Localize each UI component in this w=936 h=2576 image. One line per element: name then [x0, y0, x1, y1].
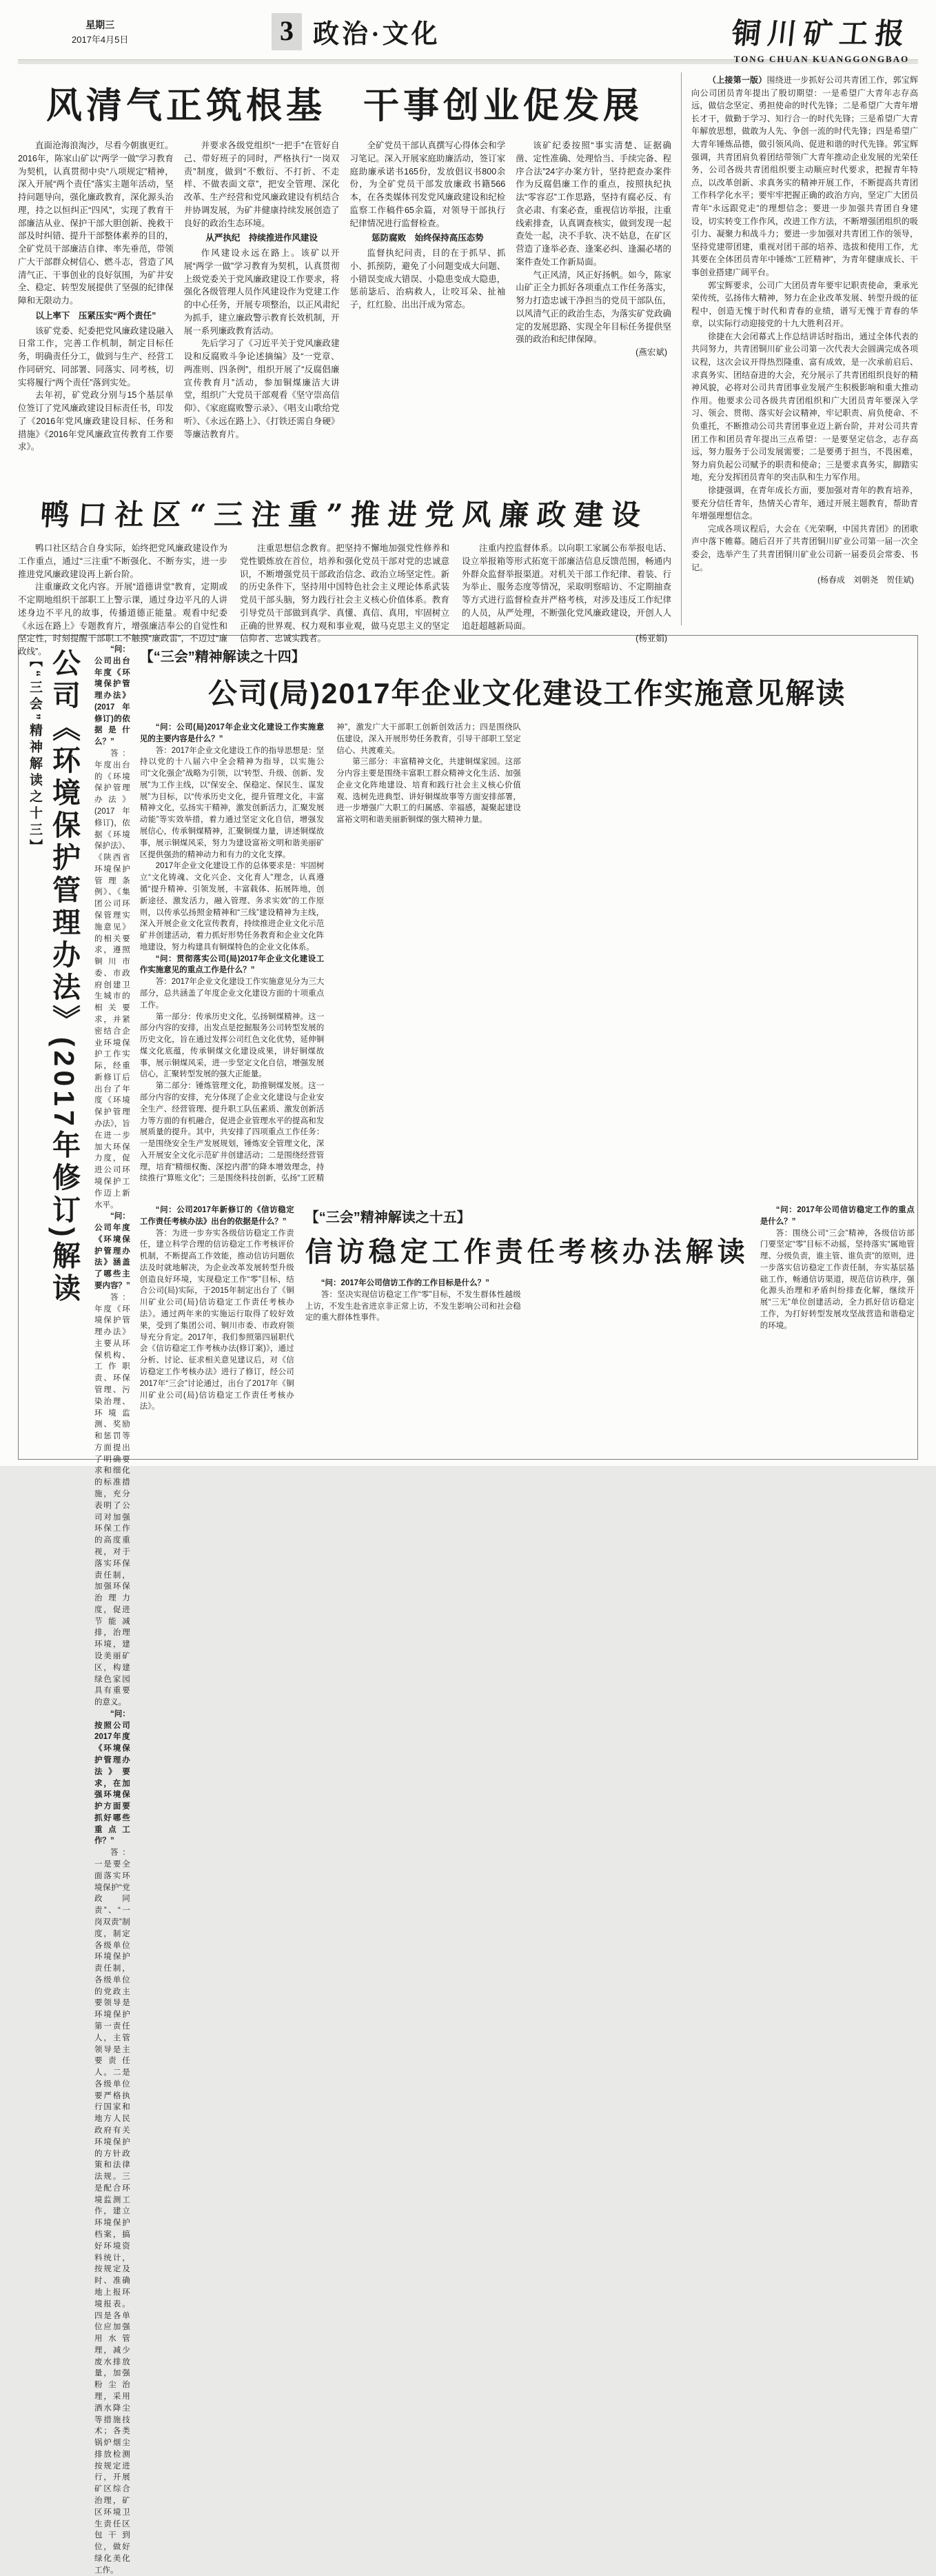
question: 问：2017年公司信访稳定工作的重点是什么？ — [760, 1206, 915, 1226]
masthead: 铜川矿工报 — [730, 17, 913, 50]
jump-text: 围绕进一步抓好公司共青团工作，郭宝辉向公司团员青年提出了殷切期望：一是希望广大青年志存高远，做信念坚定、勇担使命的时代先锋；二是希望广大青年增长才干，做勤于学习、知行合一的时代先锋；三是希望广大青年解放思想，做敢为人先、争创一流的时代先锋；四是希望广大青年锤炼品德，做引领风尚、促进和谐的时代先锋。郭宝辉强调，共青团肩负着团结带领广大青年推动企业发展的光荣任务，公司各级共青团组织要主动顺应时代要求，把握青年特点，以改革创新、求真务实的精神开展工作，不断提高共青团工作科学化水平；要牢牢把握正确的政治方向，坚定广大团员青年“永远跟党走”的理想信念；要进一步加强共青团自身建设，切实转变工作作风，改进工作方法，不断增强团组织的吸引力、凝聚力和战斗力；要进一步加强对共青团工作的领导，坚持党建带团建，重视对团干部的培养、选拔和使用工作，尤其要在全体团员青年中锤炼“工匠精神”，为青年健康成长、干事创业搭建广阔平台。 — [691, 75, 918, 277]
answer: 答：2017年企业文化建设工作的指导思想是：坚持以党的十八届六中全会精神为指导，以实施公司“文化强企”战略为引领，以“转型、升级、创新、发展”为工作主线，以“保安全、保稳定、保民生、谋发展”为目标，以“传承历史文化，提升管理文化，丰富精神文化，弘扬实干精神，激发创新活力，汇聚发展动能”等实效举措，着力通过坚定文化自信，增强发展信心，传承铜煤精神，汇聚铜煤力量，讲述铜煤故事，展示铜煤风采，努力为建设富裕文明和谐美丽矿区提供强劲的精神动力和有力的文化支撑。 — [139, 746, 325, 859]
jump-article — [691, 70, 918, 625]
byline: (杨春成 刘朝尧 贺佳斌) — [817, 575, 914, 585]
interpretation-15-row — [140, 1205, 915, 1451]
answer: 答：为进一步夯实各级信访稳定工作责任，建立科学合理的信访稳定工作考核评价机制，不断提高工作效能，推动信访问题依法及时就地解决，为企业改革发展转型升级创造良好环境，实现稳定工作“零”目标，结合公司(局)实际，于2015年制定出台了《铜川矿业公司(局)信访稳定工作责任考核办法》。通过两年来的实施运行取得了较好效果，受到了集团公司、铜川市委、市政府领导充分肯定。2017年，我们参照第四届职代会《信访稳定工作考核办法(修订案)》，通过分析、讨论、征求相关意见建议后，对《信访稳定工作考核办法》进行了修订，经公司2017年“三会”讨论通过，出台了2017年《铜川矿业公司(局)信访稳定工作责任考核办法》。 — [139, 1229, 294, 1411]
weekday: 星期三 — [85, 19, 115, 30]
interpretation-15-right-column — [760, 1205, 915, 1451]
jump-paragraph: 郭宝辉要求，公司广大团员青年要牢记职责使命，秉承光荣传统，弘扬伟大精神，努力在企业改革发展、转型升级的征程中，创造无愧于时代和青春的业绩，谱写无愧于青春的华章，以实际行动迎接党的十九大胜利召开。 — [691, 280, 918, 329]
byline: (杨亚娟) — [635, 634, 667, 644]
paragraph: 鸭口社区结合自身实际，始终把党风廉政建设作为工作重点，通过“三注重”不断强化、不断夯实，进一步推进党风廉政建设再上新台阶。 — [18, 543, 227, 579]
date: 2017年4月5日 — [72, 34, 129, 45]
paragraph: 注重思想信念教育。把坚持不懈地加强党性修养和党性锻炼放在首位，培养和强化党员干部对党的忠诚意识，不断增强党员干部政治信念、政治立场坚定性。新的历史条件下，坚持用中国特色社会主义理论体系武装党员干部头脑，努力践行社会主义核心价值体系。教育引导党员干部做到真学、真懂、真信、真用，牢固树立正确的世界观、权力观和事业观，做马克思主义的坚定信仰者、忠诚实践者。 — [240, 543, 449, 644]
paragraph: 并要求各级党组织“一把手”在管好自己、带好班子的同时，严格执行“一岗双责”制度，做到“不敷衍、不打折、不走样、不做表面文章”，把安全管理、深化改革、生产经营和党风廉政建设有机结合并协调发展，为矿井健康持续发展创造了良好的政治生态环境。 — [183, 141, 340, 228]
masthead-latin: TONG CHUAN KUANGGONGBAO — [733, 54, 910, 64]
jump-paragraph: 完成各项议程后，大会在《光荣啊，中国共青团》的团歌声中落下帷幕。随后召开了共青团铜川矿业公司第一届一次全委会，选举产生了共青团铜川矿业公司新一届委员会常委、书记。 — [691, 523, 918, 572]
paragraph: 该矿党委、纪委把党风廉政建设融入日常工作，完善工作机制，制定目标任务，明确责任分工，做到与生产、经营工作同研究、同部署、同落实、同考核，切实将履行“两个责任”落到实处。 — [18, 325, 174, 388]
answer: 答：2017年企业文化建设工作实施意见分为三大部分，总共涵盖了年度企业文化建设方面的十项重点工作。 — [139, 978, 325, 1009]
interpretation-13-kicker: 【“三会”精神解读之十三】 — [28, 654, 42, 856]
paragraph: 先后学习了《习近平关于党风廉政建设和反腐败斗争论述摘编》及“一党章、两准则、四条例”，组织开展了“反腐倡廉宣传教育月”活动，参加铜煤廉洁大讲堂，组织广大党员干部观看《坚守崇高信仰》、《家庭腐败警示录》、《唱支山歌给党听》、《永远在路上》、《打铁还需自身硬》等廉洁教育片。 — [183, 339, 340, 439]
question: 问：公司出台年度《环境保护管理办法》(2017年修订)的依据是什么？ — [94, 645, 130, 747]
jump-paragraph: 徐捷在大会闭幕式上作总结讲话时指出，通过全体代表的共同努力，共青团铜川矿业公司第一次代表大会圆满完成各项议程，这次会议开得热烈隆重、富有成效，是一次承前启后、求真务实、团结奋进的大会，充分展示了共青团组织良好的精神风貌，必将对公司共青团事业发展产生积极影响和重大推动作用。他要求公司各级共青团组织和广大团员青年要深入学习、领会、贯彻、落实好会议精神，牢记职责、肩负使命、不负重托，不断推动公司共青团事业迈上新台阶，并对公司共青团工作和团员青年提出三点希望：一是要坚定信念，志存高远，努力服务于公司发展需要；二是要勇于担当，不畏困难，努力肩负起公司赋予的职责和使命；三是要求真务实，脚踏实地，充分发挥团员青年的突击队和生力军作用。 — [691, 331, 918, 483]
lead-headline — [18, 70, 671, 132]
answer: 答：坚决实现信访稳定工作“零”目标，不发生群体性越级上访，不发生赴省进京非正常上访，不发生影响公司和社会稳定的重大群体性事件。 — [305, 1290, 521, 1322]
masthead-block — [732, 11, 911, 65]
paragraph: 注重内控监督体系。以向职工家属公布举报电话、设立举报箱等形式拓宽干部廉洁信息反馈范围，畅通内外群众监督举报渠道。对机关干部工作纪律、着装、行为举止、服务态度等情况，采取明察暗访、不定期抽查等方式进行监督检查并严格考核，对涉及违反工作纪律的人员，从严处理，不断强化党风廉政建设，开创人人追赶超越新局面。 — [462, 543, 671, 631]
top-zone — [18, 70, 918, 656]
question: 问：公司(局)2017年企业文化建设工作实施意见的主要内容是什么？ — [139, 723, 325, 743]
jump-paragraph: 徐捷强调，在青年成长方面，要加强对青年的教育培养，要充分信任青年，热情关心青年，通过开展主题教育，帮助青年增强理想信念。 — [691, 485, 918, 521]
answer: 答：围绕公司“三会”精神，各级信访部门要坚定“零”目标不动摇，坚持落实“属地管理、分级负责，谁主管、谁负责”的原则，进一步落实信访稳定工作责任制，夯实基层基础工作，畅通信访渠道，规范信访秩序，强化源头治理和矛盾纠纷排查化解，继续开展“三无”单位创建活动，全力抓好信访稳定工作，为打好转型发展攻坚战营造和谐稳定的环境。 — [760, 1229, 915, 1330]
interpretation-box — [18, 635, 918, 2575]
lead-column-3 — [350, 139, 506, 480]
question: 问：公司年度《环境保护管理办法》涵盖了哪些主要内容？ — [94, 1212, 130, 1290]
question: 问：贯彻落实公司(局)2017年企业文化建设工作实施意见的重点工作是什么？ — [139, 954, 325, 975]
answer: 第二部分：锤炼管理文化，助推铜煤发展。这一部分内容的安排，充分体现了企业文化建设与企业安全生产、经营管理、提升职工队伍素质、激发创新活力等方面的有机融合，促进企业管理水平的提高和发展质量的提升。其中，共安排了四项重点工作任务：一是围绕安全生产发展规划，锤炼安全管理文化，深入开展安全文化示范矿井创建活动；二是围绕经营管理，培育“精细权衡、深挖内潜”的降本增效理念，持续推行“算账文化”；三是围绕科技创新，弘扬“工匠精神”，激发广大干部职工创新创效活力；四是围绕队伍建设，深入开展形势任务教育，引导干部职工坚定信心、共渡难关。 — [139, 723, 521, 1183]
paragraph: 作风建设永远在路上。该矿以开展“两学一做”学习教育为契机，认真贯彻上级党委关于党风廉政建设工作要求，将强化各级管理人员作风建设作为党建工作的中心任务，开展专项整治，以正风肃纪为抓手，建立廉政警示教育长效机制，开展一系列廉政教育活动。 — [183, 248, 340, 336]
paragraph: 全矿党员干部认真撰写心得体会和学习笔记。深入开展家庭助廉活动，签订家庭助廉承诺书165份，发放倡议书800余份，为全矿党员干部发放廉政书籍566本，在各类媒体刊发党风廉政建设和纪检监察工作稿件65余篇，对领导干部执行纪律情况进行监督检查。 — [349, 141, 506, 228]
section-block — [272, 12, 440, 50]
question: 问：按照公司2017年度《环境保护管理办法》要求，在加强环境保护方面要抓好哪些重点工作？ — [94, 1709, 130, 1846]
interpretation-15-headline: 信访稳定工作责任考核办法解读 — [305, 1237, 749, 1267]
answer: 2017年企业文化建设工作的总体要求是：牢固树立“文化铸魂、文化兴企、文化育人”理念，认真遵循“提升精神、引领发展，丰富载体、拓展阵地，创新途径、激发活力，融入管理、务求实效”的工作原则，以传承弘扬照金精神和“三线”建设精神为主线，深入开展企业文化宣传教育，持续推进企业文化示范矿井创建活动，着力抓好形势任务教育和企业文化阵地建设，努力构建具有铜煤特色的企业文化体系。 — [139, 862, 325, 952]
subhead: 惩防腐败 始终保持高压态势 — [372, 233, 484, 243]
answer: 答：年度《环境保护管理办法》主要从环保机构、工作职责、环保管理、污染治理、环境监测、奖励和惩罚等方面提出了明确要求和细化的标准措施，充分表明了公司对加强环保工作的高度重视，对于落实环保责任制，加强环保治理力度，促进节能减排，治理环境，建设美丽矿区，构建绿色家园具有重要的意义。 — [94, 1293, 130, 1707]
answer: 答：一是要全面落实环境保护“党政同责”、“一岗双责”制度，制定各级单位环境保护责任制，各级单位的党政主要领导是环境保护第一责任人，主管领导是主要责任人。二是各级单位要严格执行国家和地方人民政府有关环境保护的方针政策和法律法规。三是配合环境监测工作，建立环境保护档案，搞好环境资料统计，按规定及时、准确地上报环境报表。四是各单位应加强用水管理，减少废水排放量，加强粉尘治理，采用洒水降尘等措施技术；各类锅炉烟尘排放检测按规定进行，开展矿区综合治理，矿区环境卫生责任区包干到位，做好绿化美化工作。 — [94, 1849, 130, 2575]
interpretation-13-qa-column — [94, 644, 130, 2575]
page-header — [18, 0, 918, 64]
lead-columns — [18, 139, 671, 480]
answer: 第一部分：传承历史文化，弘扬铜煤精神。这一部分内容的安排，出发点是挖掘服务公司转型发展的历史文化，旨在通过发挥公司红色文化优势，延伸铜煤文化底蕴，传承铜煤文化建设成果，讲好铜煤故事，展示铜煤风采，进一步坚定文化自信，增强发展信心，汇聚转型发展的强大正能量。 — [139, 1012, 325, 1079]
lead-column-2 — [184, 139, 340, 480]
continued-from-label: （上接第一版） — [708, 75, 767, 85]
paragraph: 去年初，矿党政分别与15个基层单位签订了党风廉政建设目标责任书，印发了《2016年党风廉政建设目标、任务和措施》《2016年党风廉政宣传教育工作要求》。 — [18, 390, 174, 452]
date-block — [72, 18, 128, 47]
interpretation-13-title: 公司《环境保护管理办法》(2017年修订)解读 — [48, 648, 80, 1306]
interpretation-15-kicker: 【“三会”精神解读之十五】 — [305, 1210, 471, 1225]
lead-headline-left: 风清气正筑根基 — [45, 86, 326, 126]
answer: 第三部分：丰富精神文化，共建铜煤家园。这部分内容主要是围绕丰富职工群众精神文化生活、加强企业文化阵地建设、培育和践行社会主义核心价值观、选树先进典型、讲好铜煤故事等方面安排部署，进一步增强广大职工的归属感、幸福感，凝聚起建设富裕文明和谐美丽新铜煤的强大精神力量。 — [336, 758, 521, 825]
question: 问：2017年公司信访工作的工作目标是什么？ — [325, 1279, 486, 1287]
paragraph: 注重廉政文化内容。开展“道德讲堂”教育，定期或不定期地组织干部职工上警示课，通过身边平凡的人讲述身边不平凡的故事，传播道德正能量。观看中纪委《永远在路上》专题教育片，增强廉洁奉公的自觉性和坚定性，时刻提醒干部职工不触摸“廉政雷”，不迈过“廉政线”。 — [18, 582, 227, 656]
subhead: 以上率下 压紧压实“两个责任” — [35, 310, 156, 321]
paragraph: 气正风清，风正好扬帆。如今，陈家山矿正全力抓好各项重点工作任务落实，努力打造忠诚干净担当的党员干部队伍，以风清气正的政治生态，为落实矿党政确定的发展思路、实现全年目标任务提供坚强的政治和纪律保障。 — [516, 270, 671, 345]
lead-column-1 — [18, 139, 174, 480]
interpretation-14-kicker: 【“三会”精神解读之十四】 — [139, 650, 305, 665]
paragraph: 监督执纪问责，目的在于抓早、抓小、抓预防，避免了小问题变成大问题、小错误变成大错误、小隐患变成大隐患，惩前毖后、治病救人，让咬耳朵、扯袖子，红红脸、出出汗成为常态。 — [349, 248, 506, 310]
lead-headline-right: 干事创业促发展 — [363, 86, 644, 126]
interpretation-15-left-column — [140, 1205, 294, 1451]
question: 问：公司2017年新修订的《信访稳定工作责任考核办法》出台的依据是什么？ — [139, 1206, 294, 1226]
lead-column-4 — [516, 139, 671, 480]
byline: (燕宏斌) — [635, 348, 667, 357]
interpretation-14-qa-columns — [140, 722, 915, 1196]
section-title: 政治·文化 — [313, 20, 440, 49]
interpretation-15-section — [305, 1205, 749, 1451]
interpretation-14-section — [140, 644, 915, 1451]
answer: 答：年度出台的《环境保护管理办法》(2017年修订)，依据《环境保护法》、《陕西省环境保护管理条例》、《集团公司环保管理实施意见》的相关要求，遵照铜川市委、市政府创建卫生城市的相关要求，并紧密结合企业环境保护工作实际，经重新修订后出台了年度《环境保护管理办法》，旨在进一步加大环保力度，促进公司环境保护工作迈上新水平。 — [94, 749, 130, 1209]
paragraph: 直面沧海浪淘沙，尽看今朝旗更红。2016年，陈家山矿以“两学一做”学习教育为契机，认真贯彻中央“八项规定”精神，深入开展“两个责任”落实主题年活动，坚持问题导向，强化廉政教育，深化源头治理，持之以恒纠正“四风”，实现了教育干部廉洁从业、保护干部大胆创新、挽救干部及时纠错、提升干部整体素养的目的，全矿党员干部廉洁自律、率先垂范，带领广大干部群众树信心、燃斗志，营造了风清气正、干事创业的良好氛围，为矿井安全、稳定、转型发展提供了坚强的纪律保障和无限动力。 — [18, 141, 174, 305]
page-number-badge: 3 — [272, 13, 302, 50]
paragraph: 该矿纪委按照“事实清楚、证据确凿、定性准确、处理恰当、手续完备、程序合法”24字办案方针，坚持把查办案件作为反腐倡廉工作的重点，按照执纪执法“零容忍”工作思路，坚持有腐必反、有贪必肃、有案必查，重视信访举报，注重线索排查，认真调查核实，做到发现一起查处一起，决不手软、决不姑息，在矿区营造了逢举必查、逢案必纠、逢漏必堵的案件查处工作新局面。 — [516, 141, 671, 267]
community-headline: 鸭口社区“三注重”推进党风廉政建设 — [39, 498, 650, 532]
column-divider — [681, 72, 682, 625]
interpretation-15-qa-columns — [305, 1278, 749, 1442]
lead-article — [18, 70, 671, 656]
jump-paragraph — [691, 74, 918, 279]
interpretation-14-headline: 公司(局)2017年企业文化建设工作实施意见解读 — [208, 677, 846, 710]
subhead: 从严执纪 持续推进作风建设 — [205, 233, 318, 243]
